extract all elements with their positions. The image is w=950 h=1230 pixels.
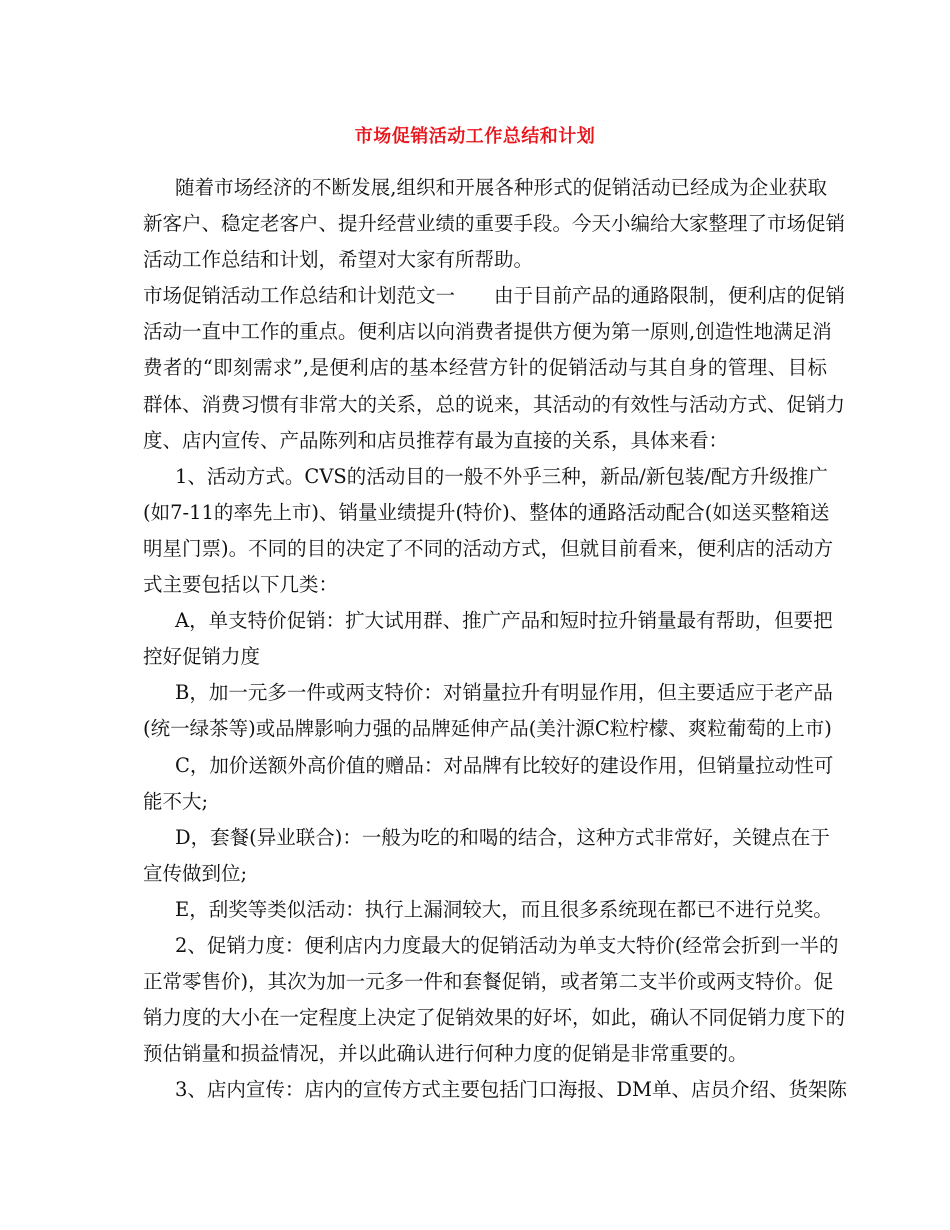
text-line: 1、活动方式。CVS的活动目的一般不外乎三种，新品/新包装/配方升级推广 [175, 464, 828, 488]
text-line: A，单支特价促销：扩大试用群、推广产品和短时拉升销量最有帮助，但要把 [175, 609, 833, 633]
document-body [143, 170, 848, 1108]
text-line: 宣传做到位; [143, 861, 248, 885]
text-line: 活动工作总结和计划，希望对大家有所帮助。 [143, 248, 534, 272]
text-line: 式主要包括以下几类： [143, 573, 339, 597]
text-line: 随着市场经济的不断发展,组织和开展各种形式的促销活动已经成为企业获取 [175, 176, 827, 199]
text-line: 费者的“即刻需求”,是便利店的基本经营方针的促销活动与其自身的管理、目标 [143, 356, 827, 380]
text-line: 正常零售价)，其次为加一元多一件和套餐促销，或者第二支半价或两支特价。促 [143, 970, 834, 994]
text-line: C，加价送额外高价值的赠品：对品牌有比较好的建设作用，但销量拉动性可 [175, 753, 834, 777]
text-line: 明星门票)。不同的目的决定了不同的活动方式，但就目前看来，便利店的活动方 [143, 536, 834, 560]
text-line: 控好促销力度 [143, 645, 261, 669]
document-title: 市场促销活动工作总结和计划 [354, 126, 596, 147]
text-line: D，套餐(异业联合)：一般为吃的和喝的结合，这种方式非常好，关键点在于 [175, 825, 830, 849]
text-line: E，刮奖等类似活动：执行上漏洞较大，而且很多系统现在都已不进行兑奖。 [175, 897, 833, 921]
text-line: 预估销量和损益情况，并以此确认进行何种力度的促销是非常重要的。 [143, 1042, 748, 1066]
text-line: 3、店内宣传：店内的宣传方式主要包括门口海报、DM单、店员介绍、货架陈 [175, 1078, 848, 1102]
text-line: 活动一直中工作的重点。便利店以向消费者提供方便为第一原则,创造性地满足消 [143, 320, 832, 344]
text-line: 群体、消费习惯有非常大的关系，总的说来，其活动的有效性与活动方式、促销力 [143, 392, 846, 416]
text-line: 2、促销力度：便利店内力度最大的促销活动为单支大特价(经常会折到一半的 [175, 933, 839, 957]
text-line: (如7-11的率先上市)、销量业绩提升(特价)、整体的通路活动配合(如送买整箱送 [143, 500, 830, 524]
text-line: 新客户、稳定老客户、提升经营业绩的重要手段。今天小编给大家整理了市场促销 [143, 212, 846, 236]
text-line: 能不大; [143, 789, 209, 813]
text-line: (统一绿茶等)或品牌影响力强的品牌延伸产品(美汁源C粒柠檬、爽粒葡萄的上市) [143, 717, 832, 741]
text-line: B，加一元多一件或两支特价：对销量拉升有明显作用，但主要适应于老产品 [175, 681, 833, 705]
text-line: 销力度的大小在一定程度上决定了促销效果的好坏，如此，确认不同促销力度下的 [143, 1006, 846, 1030]
text-line: 度、店内宣传、产品陈列和店员推荐有最为直接的关系，具体来看： [143, 428, 729, 452]
text-line: 市场促销活动工作总结和计划范文一 由于目前产品的通路限制，便利店的促销 [143, 284, 846, 308]
